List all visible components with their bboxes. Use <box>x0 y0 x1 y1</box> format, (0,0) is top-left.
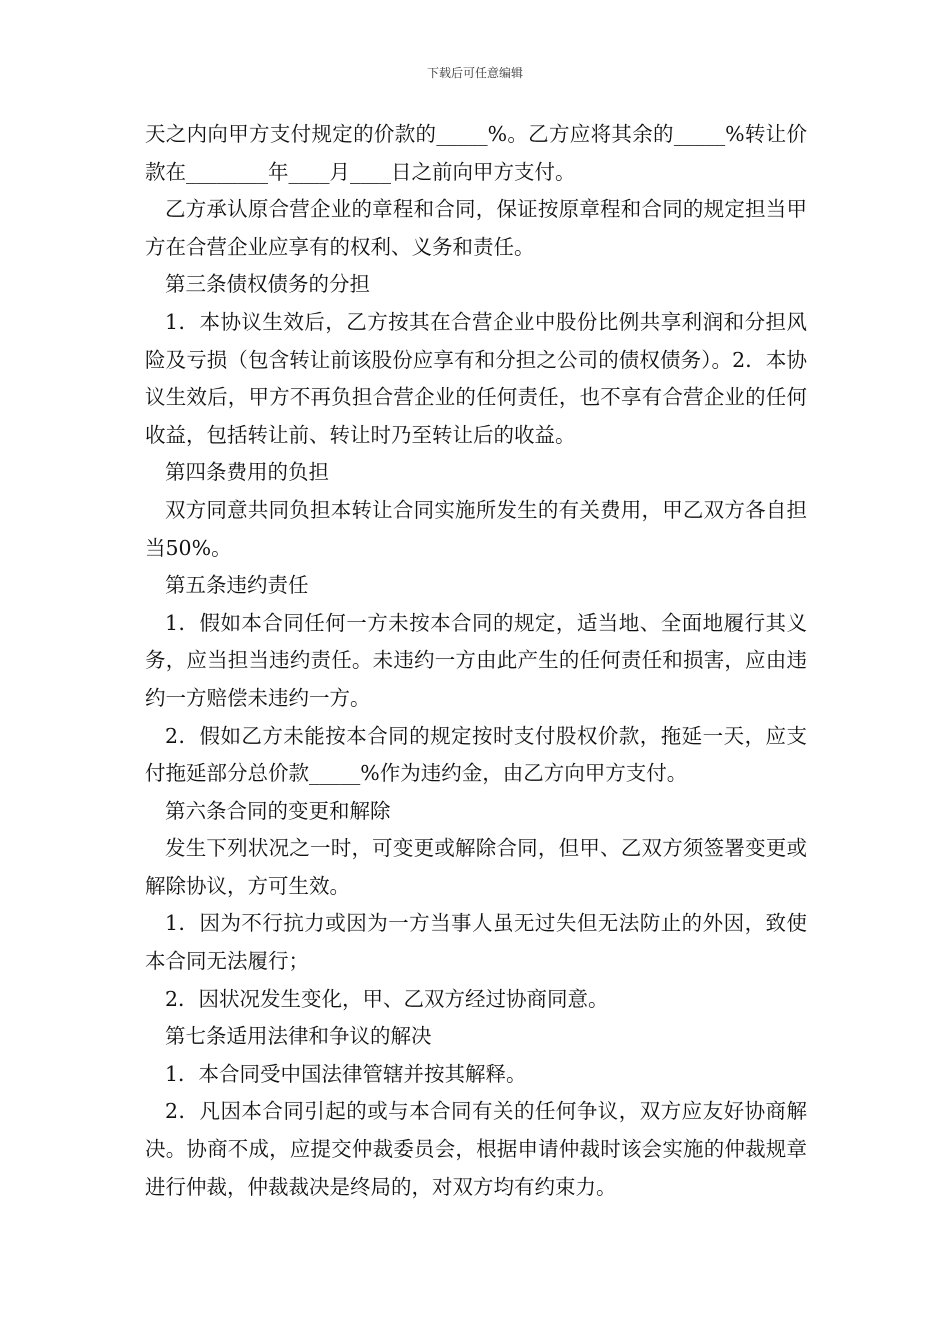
section-heading-6: 第六条合同的变更和解除 <box>165 798 391 823</box>
section-heading-3: 第三条债权债务的分担 <box>165 272 370 297</box>
paragraph-obligations: 乙方承认原合营企业的章程和合同，保证按原章程和合同的规定担当甲方在合营企业应享有的权利、义务和责任。 <box>145 197 807 259</box>
document-body <box>145 116 807 1206</box>
paragraph-debt-sharing: 1．本协议生效后，乙方按其在合营企业中股份比例共享利润和分担风险及亏损（包含转让前该股份应享有和分担之公司的债权债务）。2．本协议生效后，甲方不再负担合营企业的任何责任，也不享有合营企业的任何收益，包括转让前、转让时乃至转让后的收益。 <box>145 309 807 447</box>
section-heading-7: 第七条适用法律和争议的解决 <box>165 1024 432 1049</box>
paragraph-expenses: 双方同意共同负担本转让合同实施所发生的有关费用，甲乙双方各自担当50%。 <box>145 497 807 560</box>
paragraph-law-2: 2．凡因本合同引起的或与本合同有关的任何争议，双方应友好协商解决。协商不成，应提交仲裁委员会，根据申请仲裁时该会实施的仲裁规章进行仲裁，仲裁裁决是终局的，对双方均有约束力。 <box>145 1099 807 1199</box>
paragraph-change-2: 2．因状况发生变化，甲、乙双方经过协商同意。 <box>165 986 609 1011</box>
paragraph-breach-2: 2．假如乙方未能按本合同的规定按时支付股权价款，拖延一天，应支付拖延部分总价款_____%作为违约金，由乙方向甲方支付。 <box>145 723 807 786</box>
header-note: 下载后可任意编辑 <box>426 66 523 80</box>
paragraph-payment-terms: 天之内向甲方支付规定的价款的_____%。乙方应将其余的_____%转让价款在________年____月____日之前向甲方支付。 <box>145 122 807 184</box>
section-heading-4: 第四条费用的负担 <box>165 460 329 485</box>
paragraph-breach-1: 1．假如本合同任何一方未按本合同的规定，适当地、全面地履行其义务，应当担当违约责任。未违约一方由此产生的任何责任和损害，应由违约一方赔偿未违约一方。 <box>145 610 807 710</box>
paragraph-law-1: 1．本合同受中国法律管辖并按其解释。 <box>165 1061 527 1086</box>
paragraph-change-intro: 发生下列状况之一时，可变更或解除合同，但甲、乙双方须签署变更或解除协议，方可生效。 <box>145 836 807 898</box>
paragraph-change-1: 1．因为不行抗力或因为一方当事人虽无过失但无法防止的外因，致使本合同无法履行； <box>145 911 807 974</box>
section-heading-5: 第五条违约责任 <box>165 573 309 598</box>
